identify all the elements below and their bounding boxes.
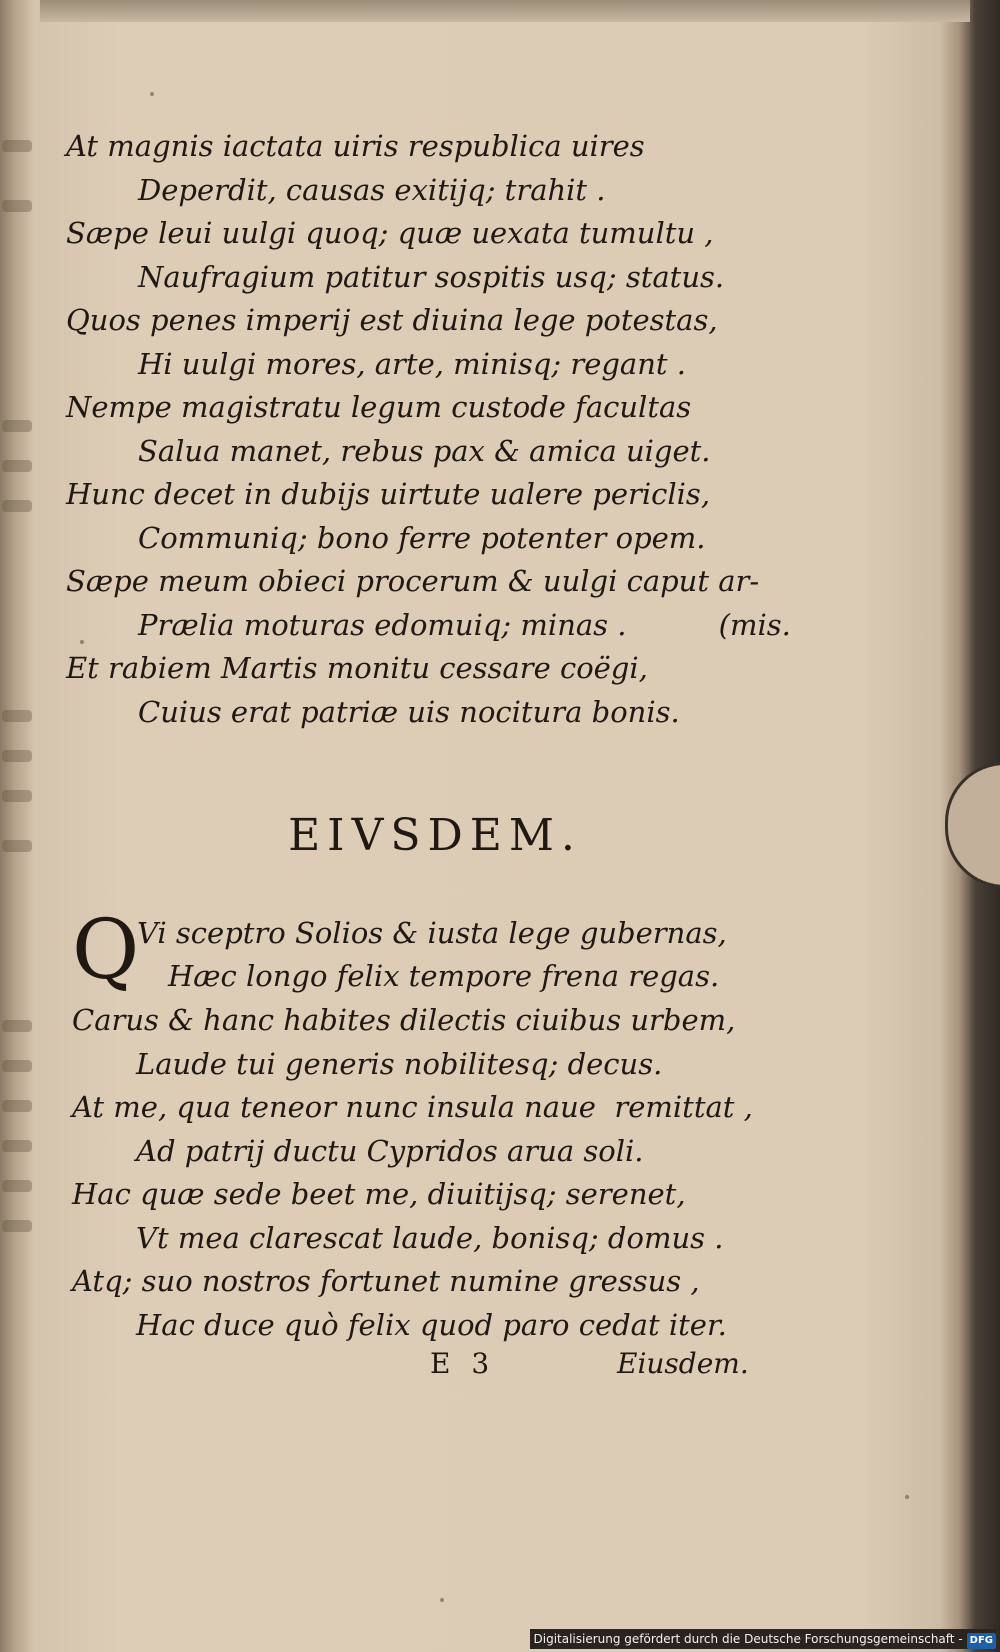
catchword: Eiusdem. — [617, 1347, 749, 1380]
verse-line: Communiq; bono ferre potenter opem. — [138, 520, 706, 555]
verse-line: Hac duce quò felix quod paro cedat iter. — [136, 1307, 727, 1342]
digitization-credit — [530, 1629, 997, 1649]
verse-line: Hunc decet in dubijs uirtute ualere periclis, — [66, 477, 711, 511]
verse-line: Laude tui generis nobilitesq; decus. — [136, 1046, 663, 1081]
verse-line: At me, qua teneor nunc insula naue remittat , — [72, 1090, 753, 1124]
verse-line: Hæc longo felix tempore frena regas. — [168, 959, 720, 993]
verse-line: Vi sceptro Solios & iusta lege gubernas, — [137, 916, 727, 950]
drop-cap: Q — [72, 903, 140, 998]
signature-mark: E 3 — [430, 1347, 496, 1380]
poem-one — [66, 125, 791, 734]
verse-line: Deperdit, causas exitijq; trahit . — [138, 172, 606, 207]
verse-line: Cuius erat patriæ uis nocitura bonis. — [138, 694, 680, 729]
verse-line: Naufragium patitur sospitis usq; status. — [138, 259, 725, 294]
verse-line: Et rabiem Martis monitu cessare coëgi, — [66, 651, 648, 685]
verse-line: Ad patrij ductu Cypridos arua soli. — [136, 1133, 644, 1168]
verse-line: Vt mea clarescat laude, bonisq; domus . — [136, 1220, 724, 1255]
page-top-edge — [40, 0, 970, 22]
verse-line: Prælia moturas edomuiq; minas . (mis. — [138, 607, 791, 642]
verse-line: Salua manet, rebus pax & amica uiget. — [138, 433, 711, 468]
verse-line: Hi uulgi mores, arte, minisq; regant . — [138, 346, 686, 381]
verse-line: Hac quæ sede beet me, diuitijsq; serenet, — [72, 1177, 686, 1211]
verse-line: Quos penes imperij est diuina lege potestas, — [66, 303, 718, 337]
verse-line: Atq; suo nostros fortunet numine gressus , — [72, 1264, 700, 1298]
verse-line: Nempe magistratu legum custode facultas — [66, 390, 692, 424]
verse-line: Sæpe meum obieci procerum & uulgi caput ar- — [66, 564, 760, 598]
section-heading: EIVSDEM. — [288, 810, 582, 861]
credit-text: Digitalisierung gefördert durch die Deutsche Forschungsgemeinschaft - — [533, 1632, 963, 1646]
verse-line: Carus & hanc habites dilectis ciuibus urbem, — [72, 1003, 736, 1037]
verse-line: At magnis iactata uiris respublica uires — [66, 129, 645, 163]
verse-line: Sæpe leui uulgi quoq; quæ uexata tumultu , — [66, 216, 714, 250]
dfg-logo-icon: DFG — [967, 1633, 996, 1649]
poem-two — [72, 999, 772, 1347]
